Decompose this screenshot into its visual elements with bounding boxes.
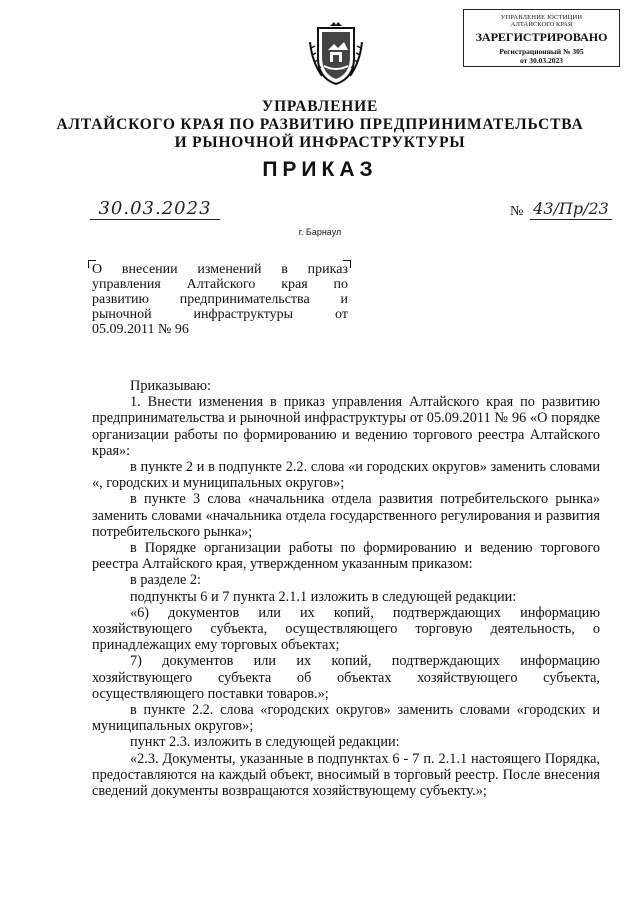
document-body bbox=[92, 378, 600, 799]
stamp-line-1: УПРАВЛЕНИЕ ЮСТИЦИИ bbox=[500, 14, 583, 21]
stamp-line-2: АЛТАЙСКОГО КРАЯ bbox=[510, 21, 573, 28]
title-line: рыночной инфраструктуры от bbox=[92, 307, 348, 322]
paragraph-5: в разделе 2: bbox=[130, 572, 202, 589]
paragraph-4: в Порядке организации работы по формированию и ведению торгового реестра Алтайского края, утвержденном указанным приказом: bbox=[92, 540, 600, 573]
document-number: 43/Пр/23 bbox=[530, 199, 612, 220]
paragraph-10: пункт 2.3. изложить в следующей редакции: bbox=[130, 734, 400, 751]
title-line: развитию предпринимательства и bbox=[92, 292, 348, 307]
coat-of-arms-icon bbox=[308, 22, 364, 88]
header-line-2: АЛТАЙСКОГО КРАЯ ПО РАЗВИТИЮ ПРЕДПРИНИМАТЕЛЬСТВА bbox=[56, 116, 584, 133]
document-date: 30.03.2023 bbox=[90, 199, 220, 220]
stamp-reg-date: от 30.03.2023 bbox=[520, 56, 563, 65]
paragraph-8: 7) документов или их копий, подтверждающих информацию хозяйствующего субъекта об объектах хозяйствующего субъекта, осуществляющего поставки товаров.»; bbox=[92, 653, 600, 702]
city: г. Барнаул bbox=[298, 227, 342, 237]
paragraph-1: 1. Внести изменения в приказ управления Алтайского края по развитию предпринимательства и рыночной инфраструктуры от 05.09.2011 № 96 «О порядке организации работы по формированию и ведению торгового реестра Алтайского края»: bbox=[92, 394, 600, 459]
document-title bbox=[92, 262, 348, 337]
title-line: 05.09.2011 № 96 bbox=[92, 322, 189, 337]
number-sign: № bbox=[510, 204, 524, 219]
paragraph-3: в пункте 3 слова «начальника отдела развития потребительского рынка» заменить словами «начальника отдела государственного регулирования и развития потребительского рынка»; bbox=[92, 491, 600, 540]
paragraph-7: «6) документов или их копий, подтверждающих информацию хозяйствующего субъекта, осуществляющего торговую деятельность, о принадлежащих ему торговых объектах; bbox=[92, 604, 600, 654]
paragraph-11: «2.3. Документы, указанные в подпунктах 6 - 7 п. 2.1.1 настоящего Порядка, предоставляются на каждый объект, вносимый в торговый реестр. После внесения сведений документы возвращаются хозяйствующему субъекту.»; bbox=[92, 750, 600, 800]
stamp-reg-number: Регистрационный № 305 bbox=[499, 47, 584, 56]
header-line-1: УПРАВЛЕНИЕ bbox=[261, 98, 379, 115]
document-type: ПРИКАЗ bbox=[262, 158, 378, 181]
title-line: управления Алтайского края по bbox=[92, 277, 348, 292]
title-line: О внесении изменений в приказ bbox=[92, 262, 348, 277]
header-line-3: И РЫНОЧНОЙ ИНФРАСТРУКТУРЫ bbox=[174, 134, 466, 151]
registration-stamp bbox=[463, 9, 620, 67]
paragraph-6: подпункты 6 и 7 пункта 2.1.1 изложить в следующей редакции: bbox=[130, 588, 517, 605]
stamp-status: ЗАРЕГИСТРИРОВАНО bbox=[475, 30, 608, 44]
paragraph-9: в пункте 2.2. слова «городских округов» заменить словами «городских и муниципальных округов»; bbox=[92, 702, 600, 735]
order-word: Приказываю: bbox=[130, 378, 212, 394]
paragraph-2: в пункте 2 и в подпункте 2.2. слова «и городских округов» заменить словами «, городских и муниципальных округов»; bbox=[92, 459, 600, 492]
